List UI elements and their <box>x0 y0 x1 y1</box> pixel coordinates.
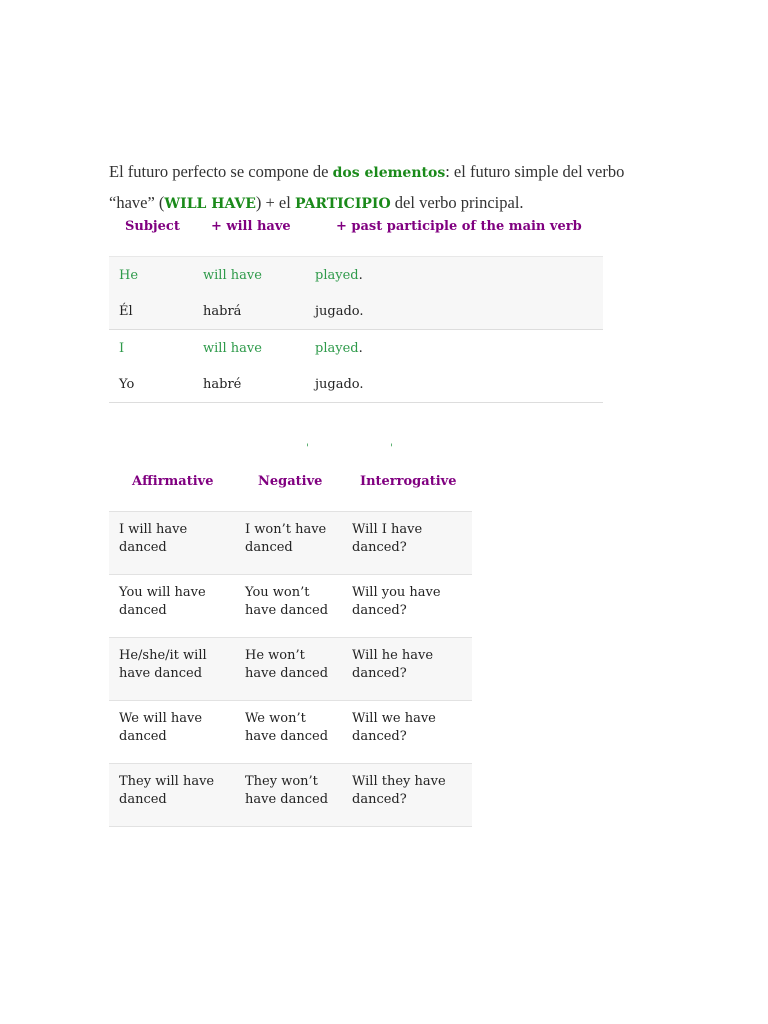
table-row <box>109 330 603 367</box>
subject-cell: Yo <box>109 366 193 403</box>
conjugation-table <box>109 511 472 827</box>
header-interrogative: Interrogative <box>360 474 457 489</box>
aux-cell: will have <box>203 340 262 356</box>
structure-table-header <box>125 219 605 239</box>
aux-cell: habré <box>193 366 305 403</box>
verb-punct: . <box>358 340 363 356</box>
affirmative-cell: I will have danced <box>109 512 235 575</box>
verb-text: played <box>315 267 359 283</box>
interrogative-cell: Will he have danced? <box>342 638 472 701</box>
structure-table <box>109 256 603 403</box>
header-negative: Negative <box>258 474 323 489</box>
tick-mark: ' <box>390 443 393 454</box>
table-row <box>109 701 472 764</box>
intro-text-2: : el futuro simple del verbo “have” ( <box>109 162 625 212</box>
interrogative-cell: Will we have danced? <box>342 701 472 764</box>
affirmative-cell: He/she/it will have danced <box>109 638 235 701</box>
header-will-have: + will have <box>211 219 291 234</box>
verb-cell <box>305 257 603 294</box>
intro-text-4: del verbo principal. <box>390 193 524 212</box>
affirmative-cell: You will have danced <box>109 575 235 638</box>
verb-punct: . <box>359 376 364 392</box>
intro-highlight-will-have: WILL HAVE <box>164 196 256 212</box>
table-row <box>109 575 472 638</box>
verb-text: jugado <box>315 376 360 392</box>
aux-cell: will have <box>193 257 305 294</box>
intro-text-3: ) + el <box>255 193 295 212</box>
negative-cell: They won’t have danced <box>235 764 342 827</box>
interrogative-cell: Will you have danced? <box>342 575 472 638</box>
subject-cell: He <box>109 257 193 294</box>
tick-mark: ' <box>306 443 309 454</box>
header-affirmative: Affirmative <box>132 474 214 489</box>
verb-cell <box>305 330 603 367</box>
interrogative-cell: Will they have danced? <box>342 764 472 827</box>
table-row <box>109 512 472 575</box>
interrogative-cell: Will I have danced? <box>342 512 472 575</box>
negative-cell: We won’t have danced <box>235 701 342 764</box>
intro-highlight-dos-elementos: dos elementos <box>332 165 446 181</box>
negative-cell: I won’t have danced <box>235 512 342 575</box>
intro-highlight-participio: PARTICIPIO <box>294 196 391 212</box>
negative-cell: You won’t have danced <box>235 575 342 638</box>
affirmative-cell: We will have danced <box>109 701 235 764</box>
header-past-participle: + past participle of the main verb <box>336 219 582 234</box>
header-subject: Subject <box>125 219 180 234</box>
verb-punct: . <box>358 267 363 283</box>
table-row <box>109 293 603 330</box>
conjugation-table-header <box>109 474 472 494</box>
subject-cell: I <box>119 340 125 356</box>
verb-cell <box>305 293 603 330</box>
verb-cell <box>305 366 603 403</box>
intro-text-1: El futuro perfecto se compone de <box>109 162 333 181</box>
intro-paragraph <box>109 157 649 219</box>
table-row <box>109 257 603 294</box>
table-row <box>109 366 603 403</box>
table-row <box>109 764 472 827</box>
aux-cell: habrá <box>193 293 305 330</box>
verb-text: jugado <box>315 303 360 319</box>
affirmative-cell: They will have danced <box>109 764 235 827</box>
subject-cell: Él <box>109 293 193 330</box>
table-row <box>109 638 472 701</box>
verb-punct: . <box>359 303 364 319</box>
negative-cell: He won’t have danced <box>235 638 342 701</box>
verb-text: played <box>315 340 359 356</box>
